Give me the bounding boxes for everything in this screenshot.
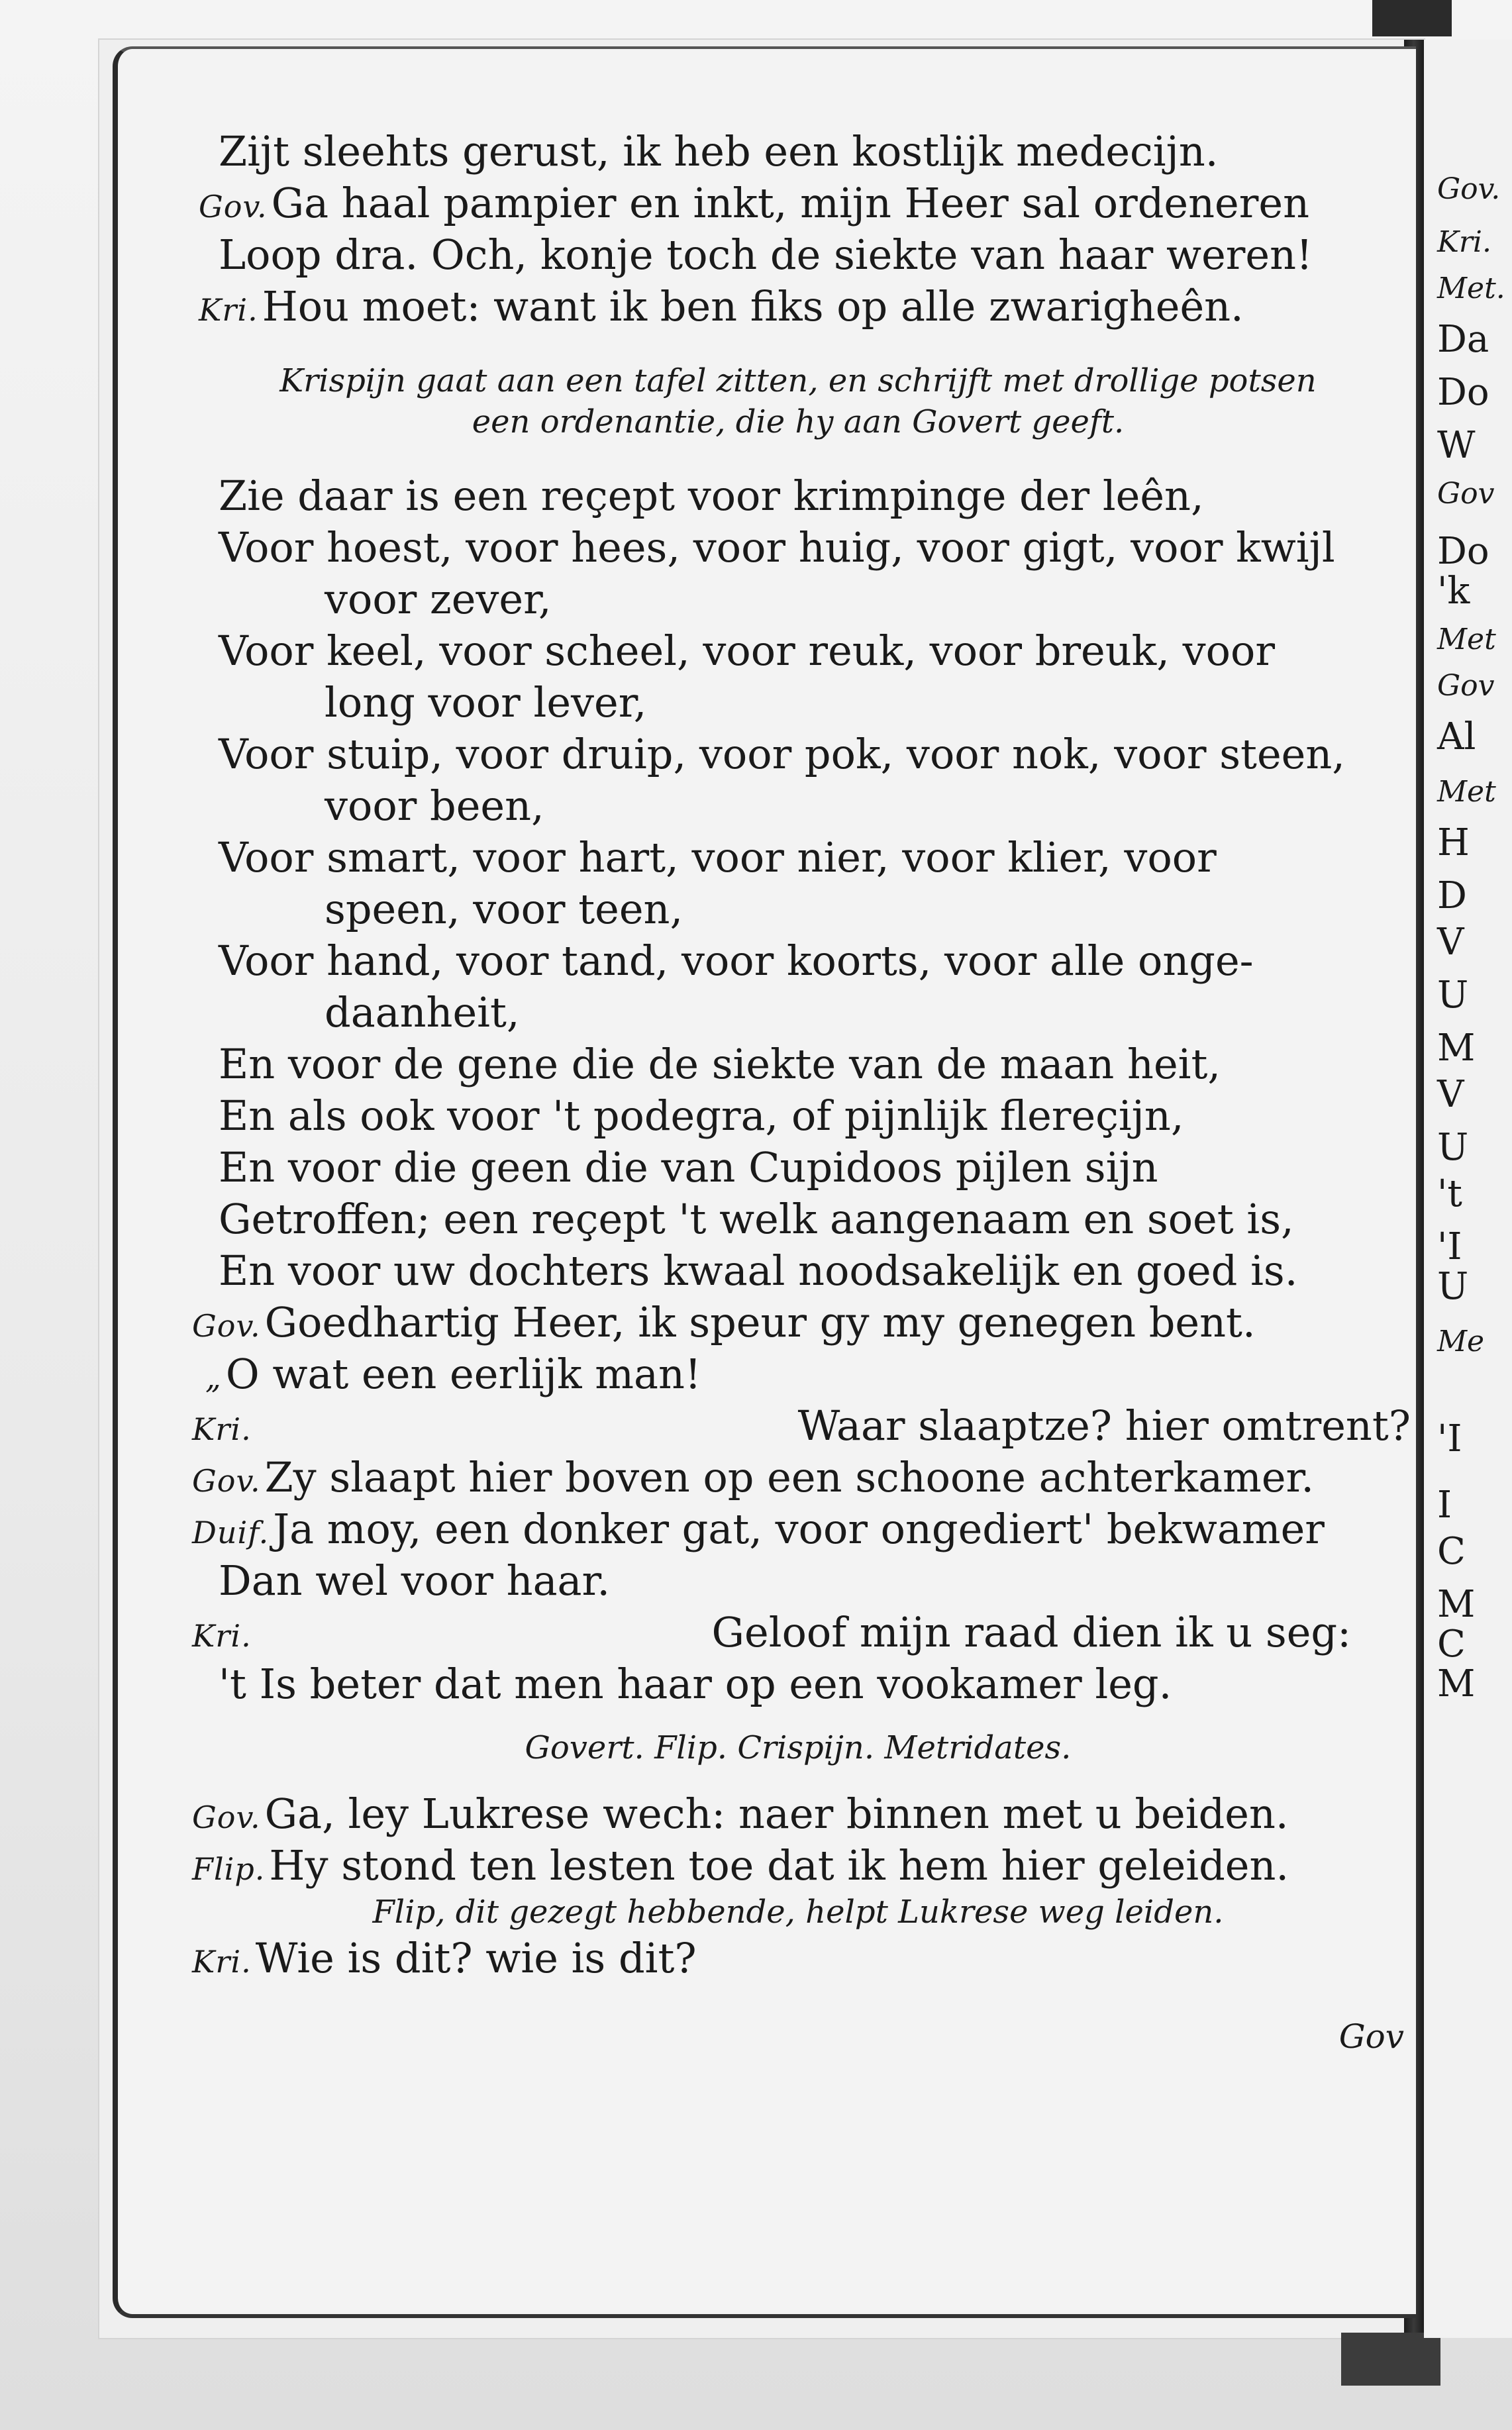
- verse-line: Kri. Waar slaaptze? hier omtrent?: [192, 1401, 1411, 1450]
- facing-page-fragment: U: [1437, 1126, 1469, 1169]
- facing-page-fragment: Me: [1437, 1325, 1485, 1358]
- stage-direction: Krispijn gaat aan een tafel zitten, en schrijft met drollige potsen: [279, 362, 1317, 399]
- facing-page-fragment: 'I: [1437, 1417, 1462, 1460]
- recipe-line: daanheit,: [325, 988, 520, 1037]
- facing-page-fragment: Met: [1437, 623, 1496, 656]
- recipe-line: Getroffen; een reçept 't welk aangenaam en soet is,: [219, 1195, 1294, 1243]
- facing-page-fragment: M: [1437, 1027, 1476, 1070]
- facing-page-fragment: Al: [1437, 715, 1476, 758]
- facing-page-fragment: 'I: [1437, 1225, 1462, 1268]
- facing-page-fragment: C: [1437, 1530, 1466, 1573]
- facing-page-fragment: U: [1437, 974, 1469, 1017]
- verse-line: Gov.Zy slaapt hier boven op een schoone achterkamer.: [192, 1453, 1315, 1501]
- page-text: [192, 126, 1411, 2062]
- facing-page-fragment: C: [1437, 1623, 1466, 1666]
- dark-corner-top: [1372, 0, 1452, 36]
- verse-line: Loop dra. Och, konje toch de siekte van haar weren!: [219, 230, 1313, 279]
- verse-line: Flip.Hy stond ten lesten toe dat ik hem hier geleiden.: [192, 1841, 1289, 1890]
- verse-line: Kri.Wie is dit? wie is dit?: [192, 1934, 697, 1982]
- verse-line: 't Is beter dat men haar op een vookamer leg.: [219, 1660, 1172, 1708]
- recipe-line: En als ook voor 't podegra, of pijnlijk flereçijn,: [219, 1091, 1184, 1140]
- stage-direction: Flip, dit gezegt hebbende, helpt Lukrese weg leiden.: [372, 1894, 1224, 1931]
- verse-line: „O wat een eerlijk man!: [205, 1350, 701, 1398]
- recipe-line: En voor de gene die de siekte van de maan heit,: [219, 1040, 1221, 1088]
- verse-line: Zijt sleehts gerust, ik heb een kostlijk medecijn.: [219, 127, 1219, 176]
- scene-cast: Govert. Flip. Crispijn. Metridates.: [525, 1729, 1072, 1766]
- facing-page-fragment: 'k: [1437, 570, 1470, 613]
- recipe-line: speen, voor teen,: [325, 885, 683, 933]
- recipe-line: Voor hand, voor tand, voor koorts, voor alle onge-: [219, 937, 1254, 985]
- facing-page-fragment: Kri.: [1437, 225, 1491, 259]
- verse-line: Gov.Goedhartig Heer, ik speur gy my genegen bent.: [192, 1298, 1256, 1346]
- facing-page-fragment: Met.: [1437, 272, 1505, 305]
- dark-corner-bottom: [1341, 2333, 1440, 2386]
- facing-page-fragment: M: [1437, 1662, 1476, 1705]
- facing-page-fragment: Da: [1437, 318, 1489, 361]
- facing-page-fragment: V: [1437, 921, 1464, 964]
- catchword: Gov: [1338, 2017, 1404, 2056]
- facing-page-fragment: Do: [1437, 530, 1489, 573]
- stage-direction: een ordenantie, die hy aan Govert geeft.: [472, 403, 1125, 440]
- recipe-line: voor zever,: [325, 575, 552, 623]
- verse-line: Duif.Ja moy, een donker gat, voor ongediert' bekwamer: [192, 1505, 1325, 1553]
- facing-page-fragment: U: [1437, 1265, 1469, 1308]
- recipe-line: long voor lever,: [325, 678, 647, 727]
- facing-page-fragment: Gov: [1437, 669, 1495, 703]
- facing-page-fragment: D: [1437, 874, 1467, 917]
- recipe-line: voor been,: [325, 782, 544, 830]
- recipe-line: En voor die geen die van Cupidoos pijlen sijn: [219, 1143, 1158, 1191]
- verse-line: Kri.Hou moet: want ik ben fiks op alle zwarigheên.: [199, 282, 1244, 330]
- facing-page-fragment: 't: [1437, 1172, 1462, 1215]
- facing-page-fragment: V: [1437, 1073, 1464, 1116]
- recipe-line: Voor smart, voor hart, voor nier, voor klier, voor: [219, 833, 1217, 882]
- verse-line: Dan wel voor haar.: [219, 1556, 611, 1605]
- verse-line: Gov.Ga, ley Lukrese wech: naer binnen met u beiden.: [192, 1790, 1289, 1838]
- facing-page-fragment: M: [1437, 1583, 1476, 1626]
- recipe-line: En voor uw dochters kwaal noodsakelijk en goed is.: [219, 1246, 1298, 1295]
- facing-page-fragment: Gov: [1437, 477, 1495, 511]
- facing-page-fragment: Gov.: [1437, 172, 1501, 206]
- facing-page-fragment: W: [1437, 424, 1476, 467]
- verse-line: Gov.Ga haal pampier en inkt, mijn Heer sal ordeneren: [199, 179, 1310, 227]
- facing-page-fragment: Met: [1437, 775, 1496, 809]
- verse-line: Kri. Geloof mijn raad dien ik u seg:: [192, 1608, 1351, 1656]
- facing-page-fragment: H: [1437, 821, 1470, 864]
- recipe-line: Voor keel, voor scheel, voor reuk, voor breuk, voor: [219, 627, 1275, 675]
- facing-page-fragment: Do: [1437, 371, 1489, 414]
- recipe-line: Voor hoest, voor hees, voor huig, voor gigt, voor kwijl: [219, 523, 1335, 572]
- facing-page-strip: [1424, 40, 1512, 2338]
- recipe-line: Zie daar is een reçept voor krimpinge der leên,: [219, 472, 1204, 520]
- recipe-line: Voor stuip, voor druip, voor pok, voor nok, voor steen,: [219, 730, 1345, 778]
- facing-page-fragment: I: [1437, 1484, 1452, 1527]
